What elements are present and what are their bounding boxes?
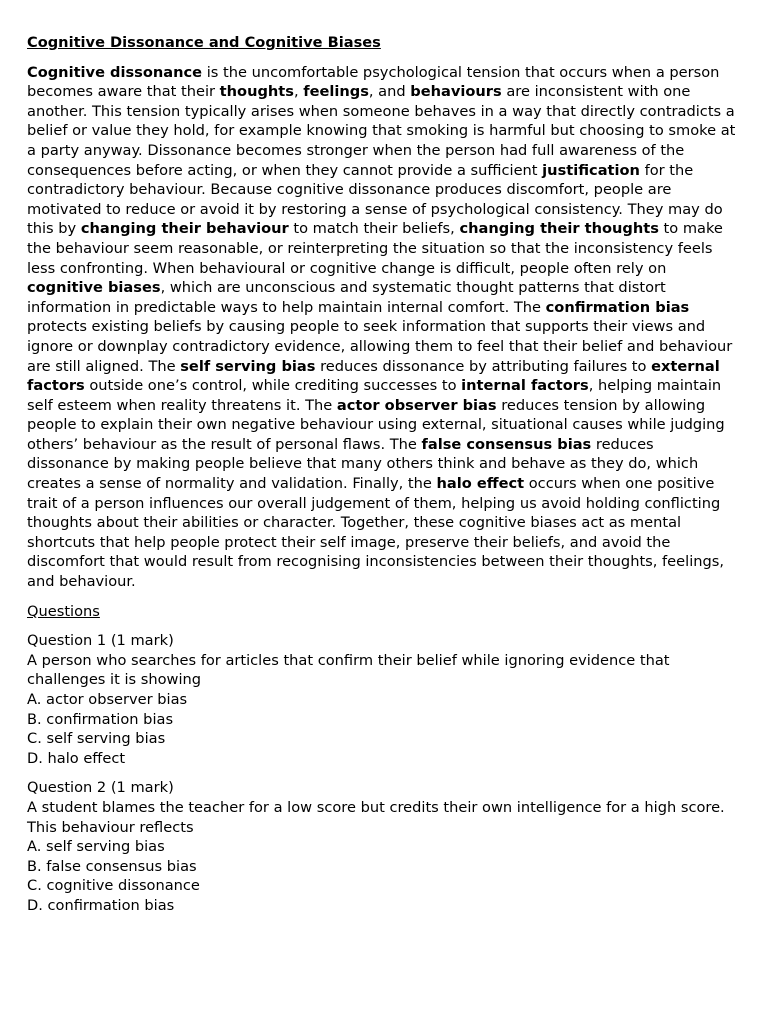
key-term: actor observer bias: [336, 396, 497, 414]
key-term: changing their thoughts: [459, 220, 659, 238]
paragraph-text: outside one’s control, while crediting successes to: [84, 377, 462, 395]
paragraph-text: to match their beliefs,: [288, 220, 460, 238]
paragraph-text: to make the behaviour seem reasonable, or reinterpreting the situation so that the inconsistency feels less confronting. When behavioural or cognitive change is difficult, people often rely on: [27, 220, 723, 277]
question-stem: A student blames the teacher for a low score but credits their own intelligence for a high score. This behaviour reflects: [27, 798, 725, 836]
key-term: confirmation bias: [545, 298, 690, 316]
document-title: Cognitive Dissonance and Cognitive Biases: [27, 34, 381, 51]
answer-option: A. actor observer bias: [27, 691, 188, 708]
key-term: Cognitive dissonance: [27, 63, 203, 81]
answer-option: C. self serving bias: [27, 730, 166, 748]
paragraph-text: , helping maintain self esteem when reality threatens it. The: [27, 377, 722, 414]
paragraph-text: protects existing beliefs by causing people to seek information that supports their views and ignore or downplay contradictory evidence, allowing them to feel that their belief and behaviour are still aligned. The: [27, 318, 733, 375]
paragraph-text: occurs when one positive trait of a person influences our overall judgement of them, helping us avoid holding conflicting thoughts about their abilities or character. Together, these cognitive biases act as mental shortcuts that help people protect their self image, preserve their beliefs, and avoid the discomfort that would result from recognising inconsistencies between their thoughts, feelings, and behaviour.: [27, 475, 725, 591]
paragraph-text: reduces dissonance by attributing failures to: [315, 357, 652, 375]
answer-option: A. self serving bias: [27, 838, 165, 856]
key-term: halo effect: [436, 475, 525, 493]
paragraph-text: are inconsistent with one another. This tension typically arises when someone behaves in a way that directly contradicts a belief or value they hold, for example knowing that smoking is harmful but choosing to smoke at a party anyway. Dissonance becomes stronger when the person had full awareness of the consequences before acting, or when they cannot provide a sufficient: [27, 83, 736, 179]
answer-option: D. halo effect: [27, 749, 126, 767]
key-term: external factors: [27, 357, 720, 395]
answer-option: D. confirmation bias: [27, 896, 175, 914]
question-1: [27, 631, 739, 768]
key-term: behaviours: [410, 83, 502, 101]
question-header: Question 1 (1 mark): [27, 632, 174, 650]
answer-option: C. cognitive dissonance: [27, 877, 200, 895]
answer-option: B. false consensus bias: [27, 857, 197, 875]
paragraph-text: is the uncomfortable psychological tension that occurs when a person becomes aware that their: [27, 63, 720, 101]
answer-option: B. confirmation bias: [27, 710, 174, 728]
paragraph-text: , and: [368, 83, 411, 101]
document-page: [27, 33, 739, 926]
question-stem: A person who searches for articles that confirm their belief while ignoring evidence that challenges it is showing: [27, 651, 670, 689]
key-term: justification: [542, 161, 640, 179]
paragraph-text: , which are unconscious and systematic thought patterns that distort information in predictable ways to help maintain internal comfort. The: [27, 279, 666, 316]
body-paragraph: [27, 63, 739, 592]
questions-heading: Questions: [27, 602, 100, 620]
paragraph-text: ,: [293, 83, 304, 101]
paragraph-text: for the contradictory behaviour. Because cognitive dissonance produces discomfort, people are motivated to reduce or avoid it by restoring a sense of psychological consistency. They may do this by: [27, 161, 723, 238]
paragraph-text: reduces dissonance by making people believe that many others think and behave as they do, which creates a sense of normality and validation. Finally, the: [27, 435, 699, 493]
key-term: feelings: [303, 83, 369, 101]
key-term: internal factors: [461, 377, 589, 395]
key-term: self serving bias: [180, 357, 316, 375]
question-header: Question 2 (1 mark): [27, 779, 174, 797]
paragraph-text: reduces tension by allowing people to explain their own negative behaviour using external, situational causes while judging others’ behaviour as the result of personal flaws. The: [27, 396, 725, 453]
key-term: changing their behaviour: [80, 220, 289, 238]
key-term: false consensus bias: [421, 435, 592, 453]
key-term: cognitive biases: [27, 279, 161, 297]
key-term: thoughts: [219, 83, 294, 101]
question-2: [27, 778, 739, 915]
